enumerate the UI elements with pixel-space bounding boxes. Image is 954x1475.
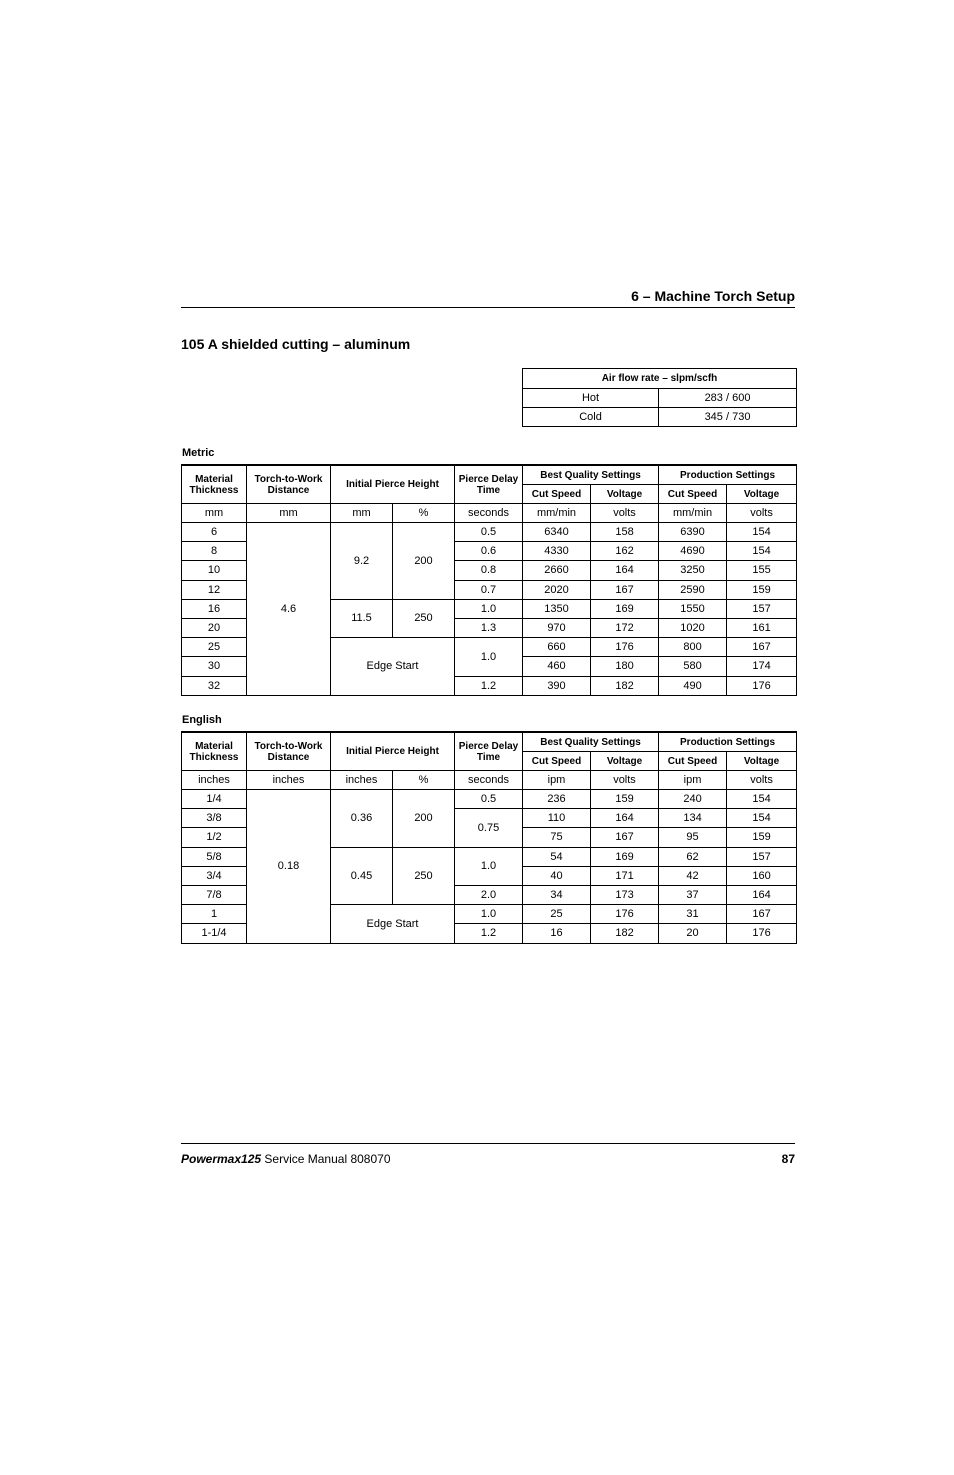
header-initial-pierce-height: Initial Pierce Height (331, 732, 455, 771)
bq-voltage-cell: 171 (591, 866, 659, 885)
product-name: Powermax125 (181, 1152, 262, 1166)
delay-cell: 0.6 (455, 542, 523, 561)
delay-cell: 1.0 (455, 847, 523, 885)
bq-voltage-cell: 176 (591, 905, 659, 924)
prod-voltage-cell: 167 (727, 638, 797, 657)
header-torch-to-work: Torch-to-Work Distance (247, 465, 331, 504)
bq-voltage-cell: 173 (591, 885, 659, 904)
header-torch-to-work: Torch-to-Work Distance (247, 732, 331, 771)
bq-speed-cell: 970 (523, 618, 591, 637)
unit-cell: inches (247, 771, 331, 790)
prod-voltage-cell: 157 (727, 599, 797, 618)
bq-voltage-cell: 169 (591, 847, 659, 866)
unit-cell: % (393, 771, 455, 790)
unit-cell: mm/min (659, 504, 727, 523)
bq-voltage-cell: 167 (591, 580, 659, 599)
header-cut-speed: Cut Speed (523, 485, 591, 504)
delay-cell: 1.2 (455, 676, 523, 695)
thickness-cell: 1-1/4 (182, 924, 247, 943)
delay-cell: 0.5 (455, 523, 523, 542)
header-cut-speed: Cut Speed (523, 752, 591, 771)
thickness-cell: 7/8 (182, 885, 247, 904)
bq-speed-cell: 4330 (523, 542, 591, 561)
prod-speed-cell: 20 (659, 924, 727, 943)
thickness-cell: 30 (182, 657, 247, 676)
unit-cell: volts (591, 771, 659, 790)
prod-speed-cell: 31 (659, 905, 727, 924)
bq-speed-cell: 40 (523, 866, 591, 885)
prod-speed-cell: 62 (659, 847, 727, 866)
edge-start-cell: Edge Start (331, 905, 455, 943)
header-voltage: Voltage (727, 752, 797, 771)
bq-speed-cell: 6340 (523, 523, 591, 542)
unit-cell: ipm (659, 771, 727, 790)
prod-speed-cell: 42 (659, 866, 727, 885)
unit-cell: inches (182, 771, 247, 790)
pierce-percent-cell: 200 (393, 790, 455, 848)
thickness-cell: 10 (182, 561, 247, 580)
prod-voltage-cell: 174 (727, 657, 797, 676)
torch-to-work-cell: 0.18 (247, 790, 331, 944)
delay-cell: 1.0 (455, 599, 523, 618)
bq-speed-cell: 390 (523, 676, 591, 695)
bq-voltage-cell: 164 (591, 809, 659, 828)
unit-cell: seconds (455, 504, 523, 523)
bq-speed-cell: 2660 (523, 561, 591, 580)
bq-voltage-cell: 182 (591, 924, 659, 943)
delay-cell: 0.5 (455, 790, 523, 809)
units-row (182, 504, 797, 523)
air-flow-value: 345 / 730 (659, 408, 797, 427)
thickness-cell: 32 (182, 676, 247, 695)
bq-speed-cell: 75 (523, 828, 591, 847)
header-cut-speed: Cut Speed (659, 752, 727, 771)
metric-table (181, 464, 797, 696)
prod-speed-cell: 2590 (659, 580, 727, 599)
thickness-cell: 16 (182, 599, 247, 618)
pierce-percent-cell: 250 (393, 847, 455, 905)
english-table (181, 731, 797, 944)
bq-voltage-cell: 164 (591, 561, 659, 580)
prod-speed-cell: 95 (659, 828, 727, 847)
header-voltage: Voltage (727, 485, 797, 504)
thickness-cell: 25 (182, 638, 247, 657)
unit-cell: ipm (523, 771, 591, 790)
bq-speed-cell: 25 (523, 905, 591, 924)
prod-voltage-cell: 154 (727, 523, 797, 542)
prod-speed-cell: 580 (659, 657, 727, 676)
header-material-thickness: Material Thickness (182, 732, 247, 771)
metric-label: Metric (182, 447, 215, 459)
unit-cell: mm/min (523, 504, 591, 523)
prod-speed-cell: 1550 (659, 599, 727, 618)
prod-speed-cell: 3250 (659, 561, 727, 580)
prod-speed-cell: 37 (659, 885, 727, 904)
prod-voltage-cell: 160 (727, 866, 797, 885)
prod-speed-cell: 134 (659, 809, 727, 828)
header-production: Production Settings (659, 465, 797, 485)
header-pierce-delay: Pierce Delay Time (455, 465, 523, 504)
air-flow-label: Hot (523, 389, 659, 408)
units-row (182, 771, 797, 790)
prod-voltage-cell: 159 (727, 580, 797, 599)
footer-rule (181, 1143, 795, 1144)
bq-speed-cell: 34 (523, 885, 591, 904)
pierce-height-cell: 0.45 (331, 847, 393, 905)
delay-cell: 0.7 (455, 580, 523, 599)
table-row (523, 389, 797, 408)
pierce-percent-cell: 250 (393, 599, 455, 637)
unit-cell: % (393, 504, 455, 523)
header-initial-pierce-height: Initial Pierce Height (331, 465, 455, 504)
bq-voltage-cell: 167 (591, 828, 659, 847)
prod-voltage-cell: 167 (727, 905, 797, 924)
section-title: 105 A shielded cutting – aluminum (181, 336, 411, 352)
unit-cell: volts (727, 771, 797, 790)
header-pierce-delay: Pierce Delay Time (455, 732, 523, 771)
delay-cell: 2.0 (455, 885, 523, 904)
bq-speed-cell: 1350 (523, 599, 591, 618)
unit-cell: inches (331, 771, 393, 790)
thickness-cell: 20 (182, 618, 247, 637)
bq-voltage-cell: 180 (591, 657, 659, 676)
prod-voltage-cell: 155 (727, 561, 797, 580)
air-flow-table (522, 368, 797, 427)
bq-voltage-cell: 162 (591, 542, 659, 561)
delay-cell: 1.2 (455, 924, 523, 943)
prod-speed-cell: 240 (659, 790, 727, 809)
air-flow-label: Cold (523, 408, 659, 427)
manual-title: Service Manual 808070 (264, 1152, 391, 1166)
prod-voltage-cell: 157 (727, 847, 797, 866)
edge-start-cell: Edge Start (331, 638, 455, 696)
header-voltage: Voltage (591, 752, 659, 771)
bq-speed-cell: 2020 (523, 580, 591, 599)
delay-cell: 0.8 (455, 561, 523, 580)
prod-voltage-cell: 176 (727, 924, 797, 943)
bq-voltage-cell: 182 (591, 676, 659, 695)
thickness-cell: 3/4 (182, 866, 247, 885)
thickness-cell: 3/8 (182, 809, 247, 828)
torch-to-work-cell: 4.6 (247, 523, 331, 696)
unit-cell: seconds (455, 771, 523, 790)
bq-speed-cell: 54 (523, 847, 591, 866)
prod-voltage-cell: 154 (727, 542, 797, 561)
bq-voltage-cell: 176 (591, 638, 659, 657)
prod-speed-cell: 800 (659, 638, 727, 657)
thickness-cell: 1/4 (182, 790, 247, 809)
delay-cell: 1.0 (455, 638, 523, 676)
bq-speed-cell: 110 (523, 809, 591, 828)
unit-cell: volts (727, 504, 797, 523)
prod-speed-cell: 1020 (659, 618, 727, 637)
thickness-cell: 1/2 (182, 828, 247, 847)
prod-voltage-cell: 164 (727, 885, 797, 904)
pierce-height-cell: 11.5 (331, 599, 393, 637)
page-number: 87 (781, 1152, 795, 1166)
prod-voltage-cell: 154 (727, 790, 797, 809)
bq-speed-cell: 460 (523, 657, 591, 676)
pierce-height-cell: 9.2 (331, 523, 393, 600)
delay-cell: 1.3 (455, 618, 523, 637)
table-row (523, 408, 797, 427)
thickness-cell: 6 (182, 523, 247, 542)
air-flow-title: Air flow rate – slpm/scfh (523, 369, 797, 389)
unit-cell: mm (247, 504, 331, 523)
prod-voltage-cell: 176 (727, 676, 797, 695)
header-production: Production Settings (659, 732, 797, 752)
thickness-cell: 12 (182, 580, 247, 599)
prod-speed-cell: 6390 (659, 523, 727, 542)
header-best-quality: Best Quality Settings (523, 732, 659, 752)
bq-speed-cell: 16 (523, 924, 591, 943)
unit-cell: mm (182, 504, 247, 523)
thickness-cell: 8 (182, 542, 247, 561)
prod-voltage-cell: 161 (727, 618, 797, 637)
delay-cell: 1.0 (455, 905, 523, 924)
header-rule (181, 307, 795, 308)
unit-cell: mm (331, 504, 393, 523)
table-row (182, 523, 797, 542)
delay-cell: 0.75 (455, 809, 523, 847)
chapter-heading: 6 – Machine Torch Setup (631, 288, 795, 304)
header-best-quality: Best Quality Settings (523, 465, 659, 485)
pierce-height-cell: 0.36 (331, 790, 393, 848)
prod-voltage-cell: 159 (727, 828, 797, 847)
bq-voltage-cell: 169 (591, 599, 659, 618)
bq-speed-cell: 660 (523, 638, 591, 657)
header-material-thickness: Material Thickness (182, 465, 247, 504)
english-label: English (182, 714, 222, 726)
bq-speed-cell: 236 (523, 790, 591, 809)
prod-speed-cell: 4690 (659, 542, 727, 561)
thickness-cell: 5/8 (182, 847, 247, 866)
header-cut-speed: Cut Speed (659, 485, 727, 504)
prod-speed-cell: 490 (659, 676, 727, 695)
pierce-percent-cell: 200 (393, 523, 455, 600)
bq-voltage-cell: 159 (591, 790, 659, 809)
header-voltage: Voltage (591, 485, 659, 504)
table-row (182, 790, 797, 809)
thickness-cell: 1 (182, 905, 247, 924)
bq-voltage-cell: 158 (591, 523, 659, 542)
footer-brand (181, 1152, 391, 1166)
unit-cell: volts (591, 504, 659, 523)
air-flow-value: 283 / 600 (659, 389, 797, 408)
prod-voltage-cell: 154 (727, 809, 797, 828)
bq-voltage-cell: 172 (591, 618, 659, 637)
